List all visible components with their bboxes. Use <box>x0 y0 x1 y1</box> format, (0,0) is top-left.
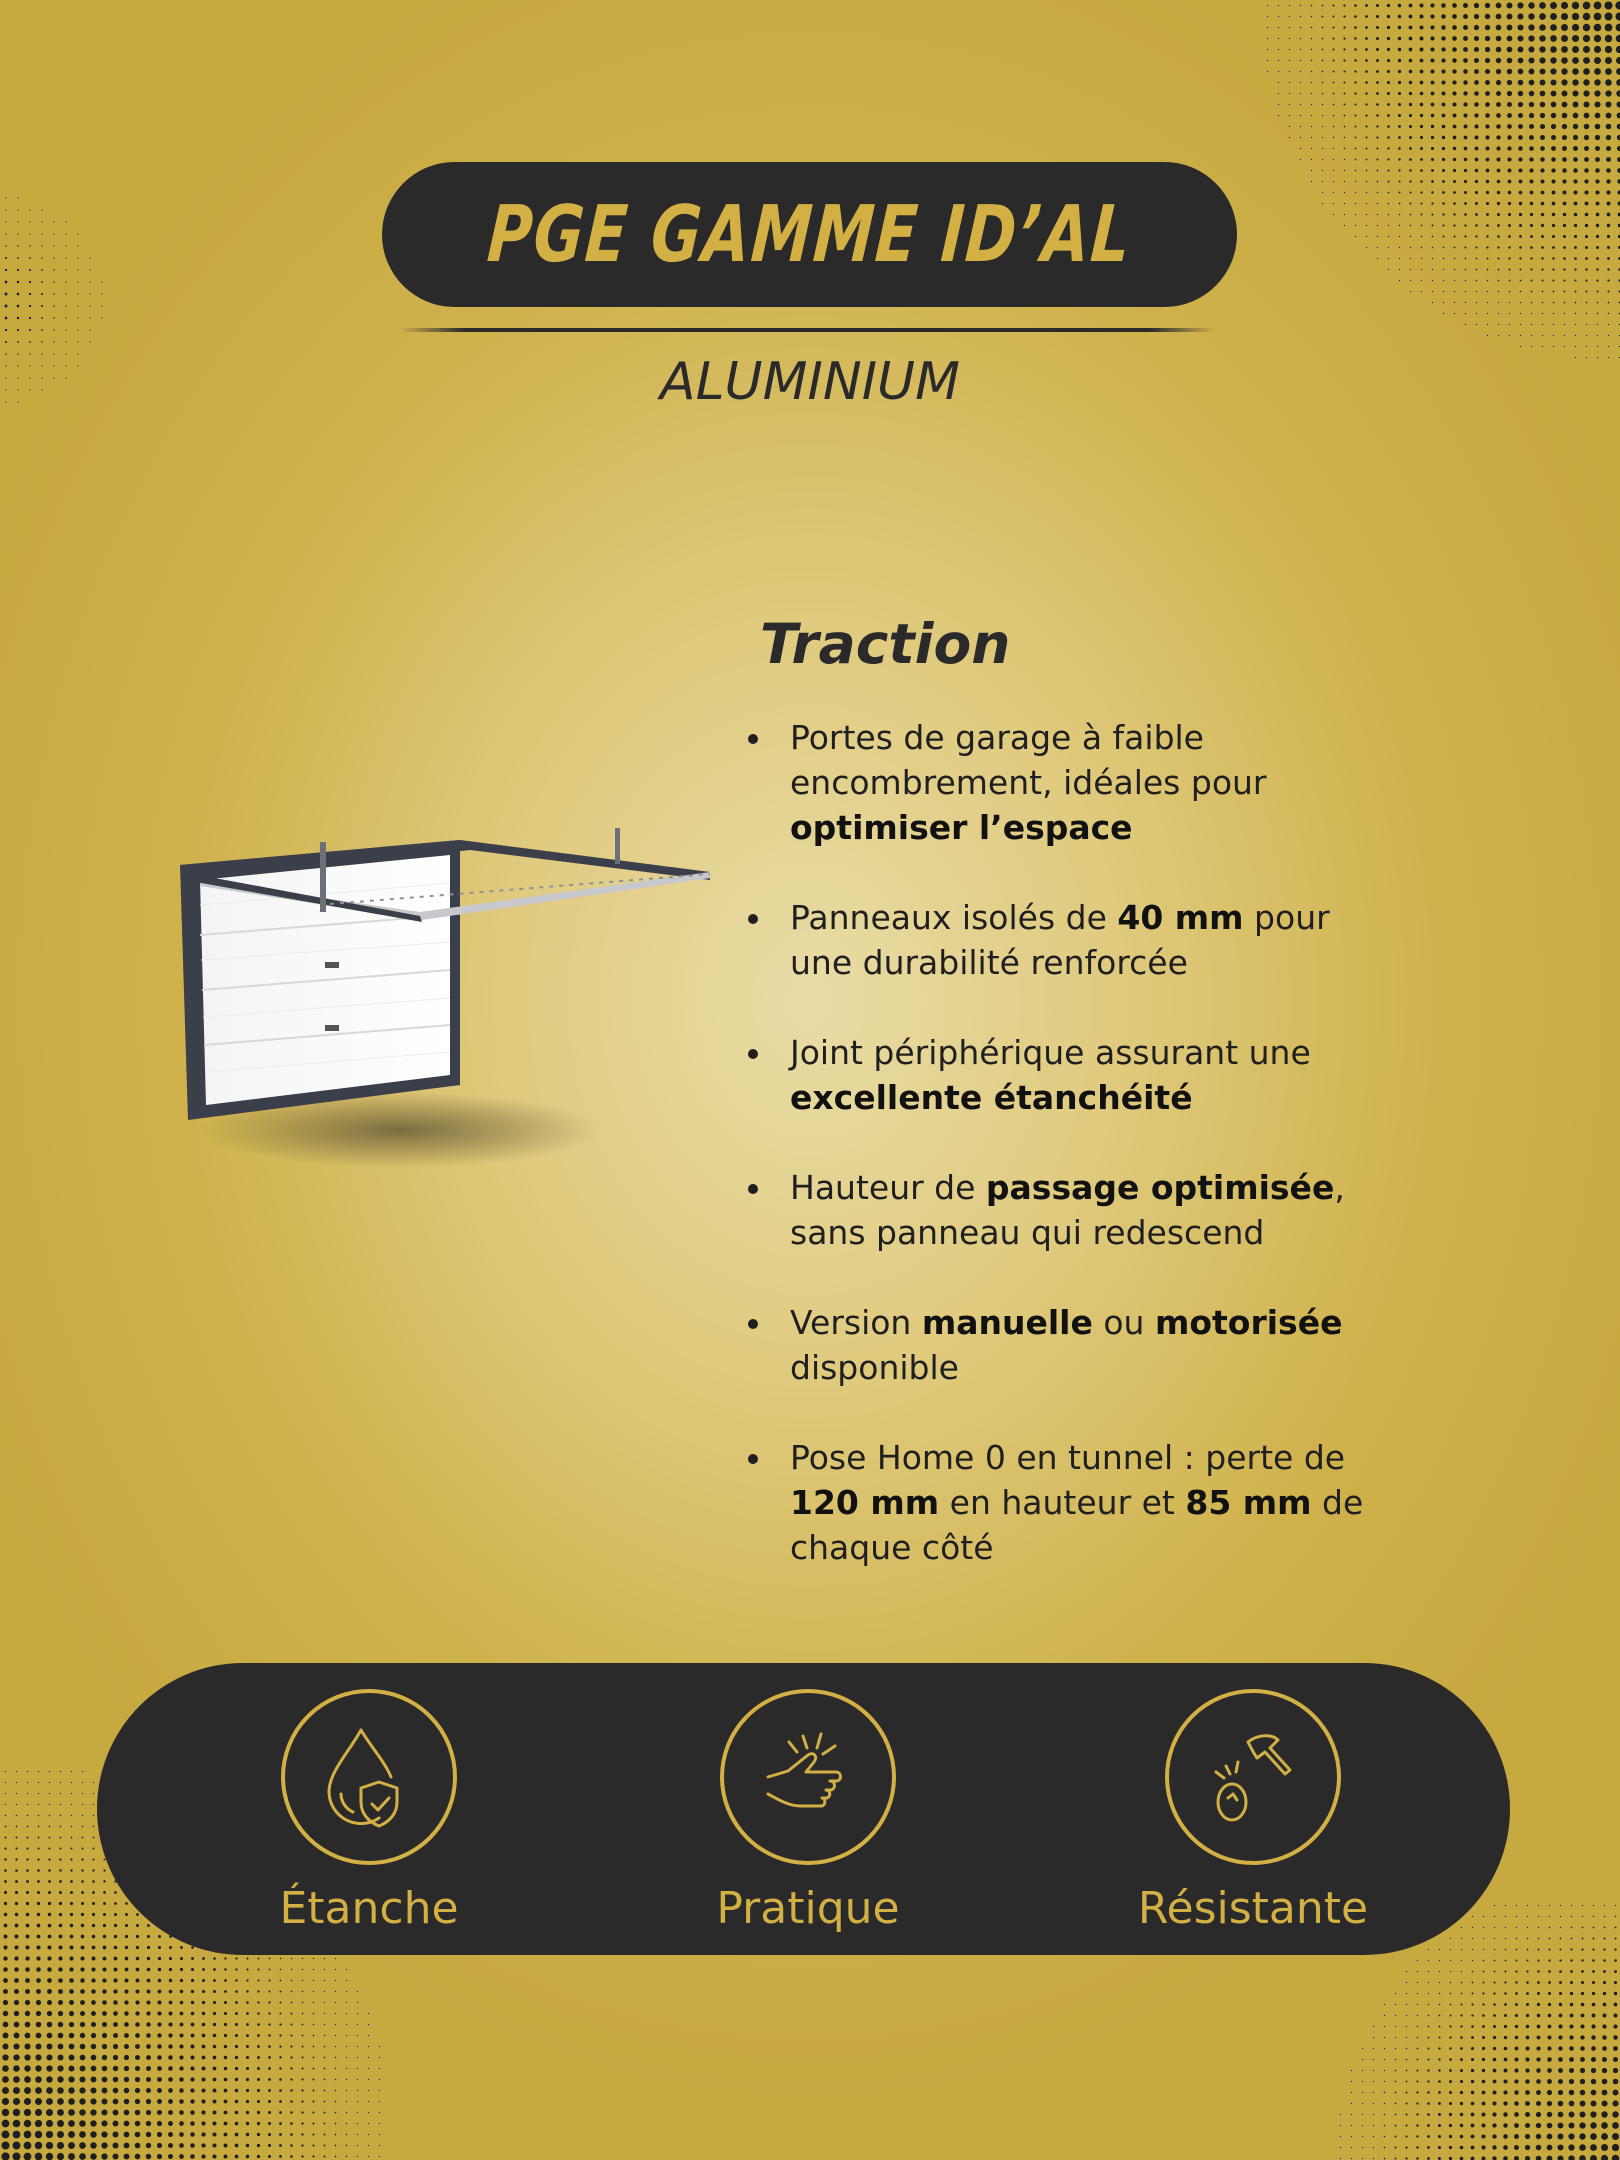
thumbs-up-hand-icon <box>720 1689 896 1865</box>
section-title: Traction <box>760 612 1011 676</box>
feature-text: Joint périphérique assurant une <box>790 1033 1311 1072</box>
badge-resistante <box>1103 1689 1403 1934</box>
feature-text: , sans panneau qui redescend <box>790 1168 1345 1252</box>
feature-emphasis: manuelle <box>921 1303 1093 1342</box>
bullet-icon <box>748 1049 758 1059</box>
badge-label: Résistante <box>1137 1883 1369 1934</box>
feature-emphasis: excellente étanchéité <box>790 1078 1193 1117</box>
feature-text: Hauteur de <box>790 1168 986 1207</box>
feature-text: disponible <box>790 1348 959 1387</box>
bullet-icon <box>748 734 758 744</box>
features-badge-bar <box>97 1663 1510 1955</box>
feature-text: en hauteur et <box>939 1483 1186 1522</box>
feature-emphasis: passage optimisée <box>985 1168 1335 1207</box>
feature-text: pour une durabilité renforcée <box>790 898 1330 982</box>
bullet-icon <box>748 1454 758 1464</box>
feature-item <box>740 1030 1380 1120</box>
bullet-icon <box>748 1184 758 1194</box>
badge-pratique <box>658 1689 958 1934</box>
feature-emphasis: 40 mm <box>1117 898 1244 937</box>
feature-item <box>740 1435 1380 1570</box>
page-subtitle <box>0 352 1620 412</box>
subtitle-text: ALUMINIUM <box>660 352 960 412</box>
halftone-dots-top-right <box>1240 0 1620 380</box>
hammer-egg-icon <box>1165 1689 1341 1865</box>
feature-item <box>740 1165 1380 1255</box>
feature-text: de chaque côté <box>790 1483 1364 1567</box>
feature-item <box>740 895 1380 985</box>
badge-label: Étanche <box>279 1883 459 1934</box>
water-drop-shield-icon <box>281 1689 457 1865</box>
feature-item <box>740 1300 1380 1390</box>
bullet-icon <box>748 914 758 924</box>
feature-item <box>740 715 1380 850</box>
feature-emphasis: motorisée <box>1154 1303 1343 1342</box>
feature-text: ou <box>1092 1303 1155 1342</box>
title-divider <box>400 328 1215 332</box>
feature-text: Version <box>790 1303 922 1342</box>
badge-label: Pratique <box>716 1883 900 1934</box>
bullet-icon <box>748 1319 758 1329</box>
feature-emphasis: 120 mm <box>790 1483 940 1522</box>
badge-etanche <box>219 1689 519 1934</box>
halftone-dots-top-left <box>0 0 120 600</box>
feature-list <box>740 715 1380 1615</box>
title-banner <box>382 162 1237 307</box>
feature-text: Panneaux isolés de <box>790 898 1118 937</box>
feature-text: Portes de garage à faible encombrement, idéales pour <box>790 718 1267 802</box>
feature-text: Pose Home 0 en tunnel : perte de <box>790 1438 1346 1477</box>
feature-emphasis: 85 mm <box>1185 1483 1312 1522</box>
garage-door-image <box>170 820 730 1184</box>
feature-emphasis: optimiser l’espace <box>790 808 1133 847</box>
page-title: PGE GAMME ID’AL <box>484 189 1135 280</box>
